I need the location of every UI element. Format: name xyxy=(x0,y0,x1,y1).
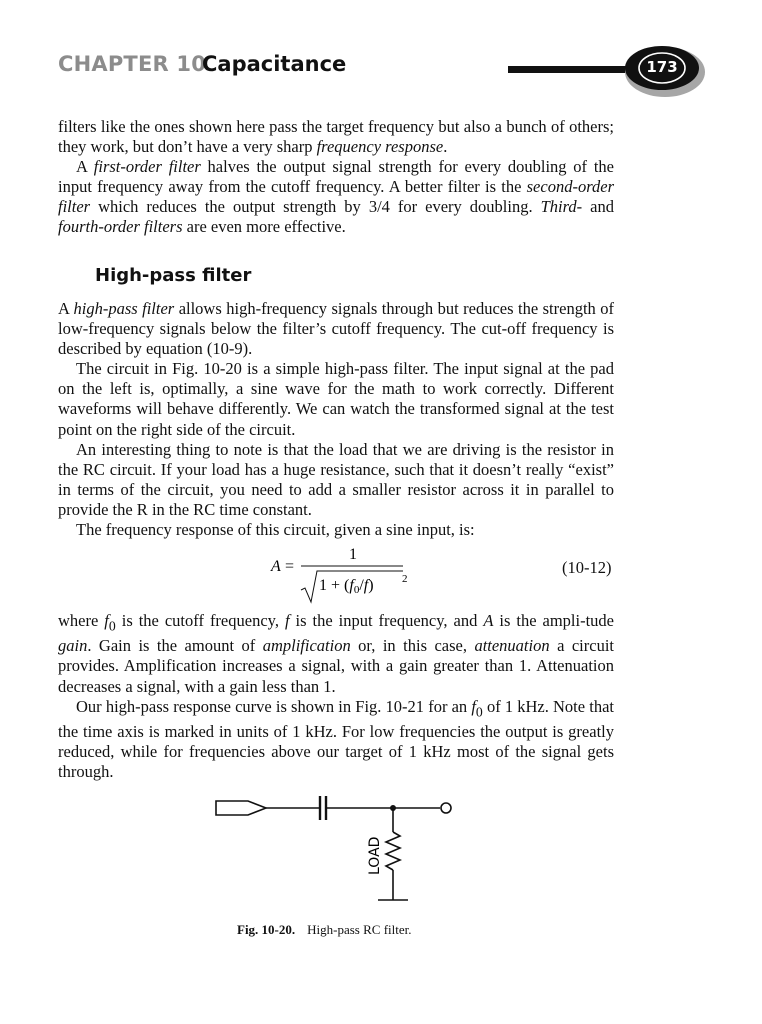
test-point xyxy=(441,803,451,813)
equation-number: (10-12) xyxy=(562,558,612,577)
section-paragraph-4: The frequency response of this circuit, given a sine input, is: xyxy=(76,520,475,540)
intro-paragraph-2: A first-order filter halves the output signal strength for every doubling of the input frequency away from the cutoff frequency. A better filter is the second-order filter which reduces the output strength by 3/4 for every doubling. Third- and fourth-order filters are even more effective. xyxy=(58,157,614,237)
chapter-label: CHAPTER 10 xyxy=(58,52,207,76)
caption-label: Fig. 10-20. xyxy=(237,922,296,937)
page-number: 173 xyxy=(646,58,678,76)
caption-text: High-pass RC filter. xyxy=(307,922,412,937)
figure-caption xyxy=(237,922,412,938)
section-paragraph-3: An interesting thing to note is that the load that we are driving is the resistor in the RC circuit. If your load has a huge resistance, such that it doesn’t really “exist” in terms of the circuit, you need to add a smaller resistor across it in parallel to provide the R in the RC time constant. xyxy=(58,439,614,519)
equation-denominator: 1 + (f0/f) xyxy=(319,577,374,596)
section-text-bottom xyxy=(58,611,614,782)
intro-text xyxy=(58,117,614,238)
equation-10-12 xyxy=(265,545,425,605)
header-rule xyxy=(508,66,633,73)
section-paragraph-6: Our high-pass response curve is shown in Fig. 10-21 for an $f_0$ of 1 kHz. Note that the time axis is marked in units of 1 kHz. For low frequencies the output is greatly reduced, while for frequencies above our target of 1 kHz most of the signal gets through. xyxy=(58,696,614,782)
equation-lhs: A xyxy=(271,558,281,575)
equation-equals: = xyxy=(285,558,295,575)
load-resistor xyxy=(386,832,400,870)
section-paragraph-2: The circuit in Fig. 10-20 is a simple high-pass filter. The input signal at the pad on the left is, optimally, a sine wave for the math to work correctly. Different waveforms will behave differently. We can watch the transformed signal at the test point on the right side of the circuit. xyxy=(58,359,614,439)
section-text-top xyxy=(58,299,614,540)
equation-numerator: 1 xyxy=(349,546,357,563)
input-pad xyxy=(216,801,266,815)
equation-exponent: 2 xyxy=(402,573,408,585)
intro-paragraph-1: filters like the ones shown here pass the target frequency but also a bunch of others; they work, but don’t have a very sharp frequency response. xyxy=(58,117,614,157)
chapter-title: Capacitance xyxy=(202,52,347,76)
section-paragraph-5: where $f_0$ is the cutoff frequency, f is the input frequency, and A is the ampli-tude gain. Gain is the amount of amplification or, in this case, attenuation a circuit provides. Amplification increases a signal, with a gain greater than 1. Attenuation decreases a signal, with a gain less than 1. xyxy=(58,611,615,696)
section-heading: High-pass filter xyxy=(95,265,252,286)
section-paragraph-1: A high-pass filter allows high-frequency signals through but reduces the strength of low-frequency signals below the filter’s cutoff frequency. The cut-off frequency is described by equation (10-9). xyxy=(58,299,614,359)
high-pass-rc-circuit-diagram xyxy=(210,792,480,912)
resistor-label: LOAD xyxy=(367,836,383,875)
